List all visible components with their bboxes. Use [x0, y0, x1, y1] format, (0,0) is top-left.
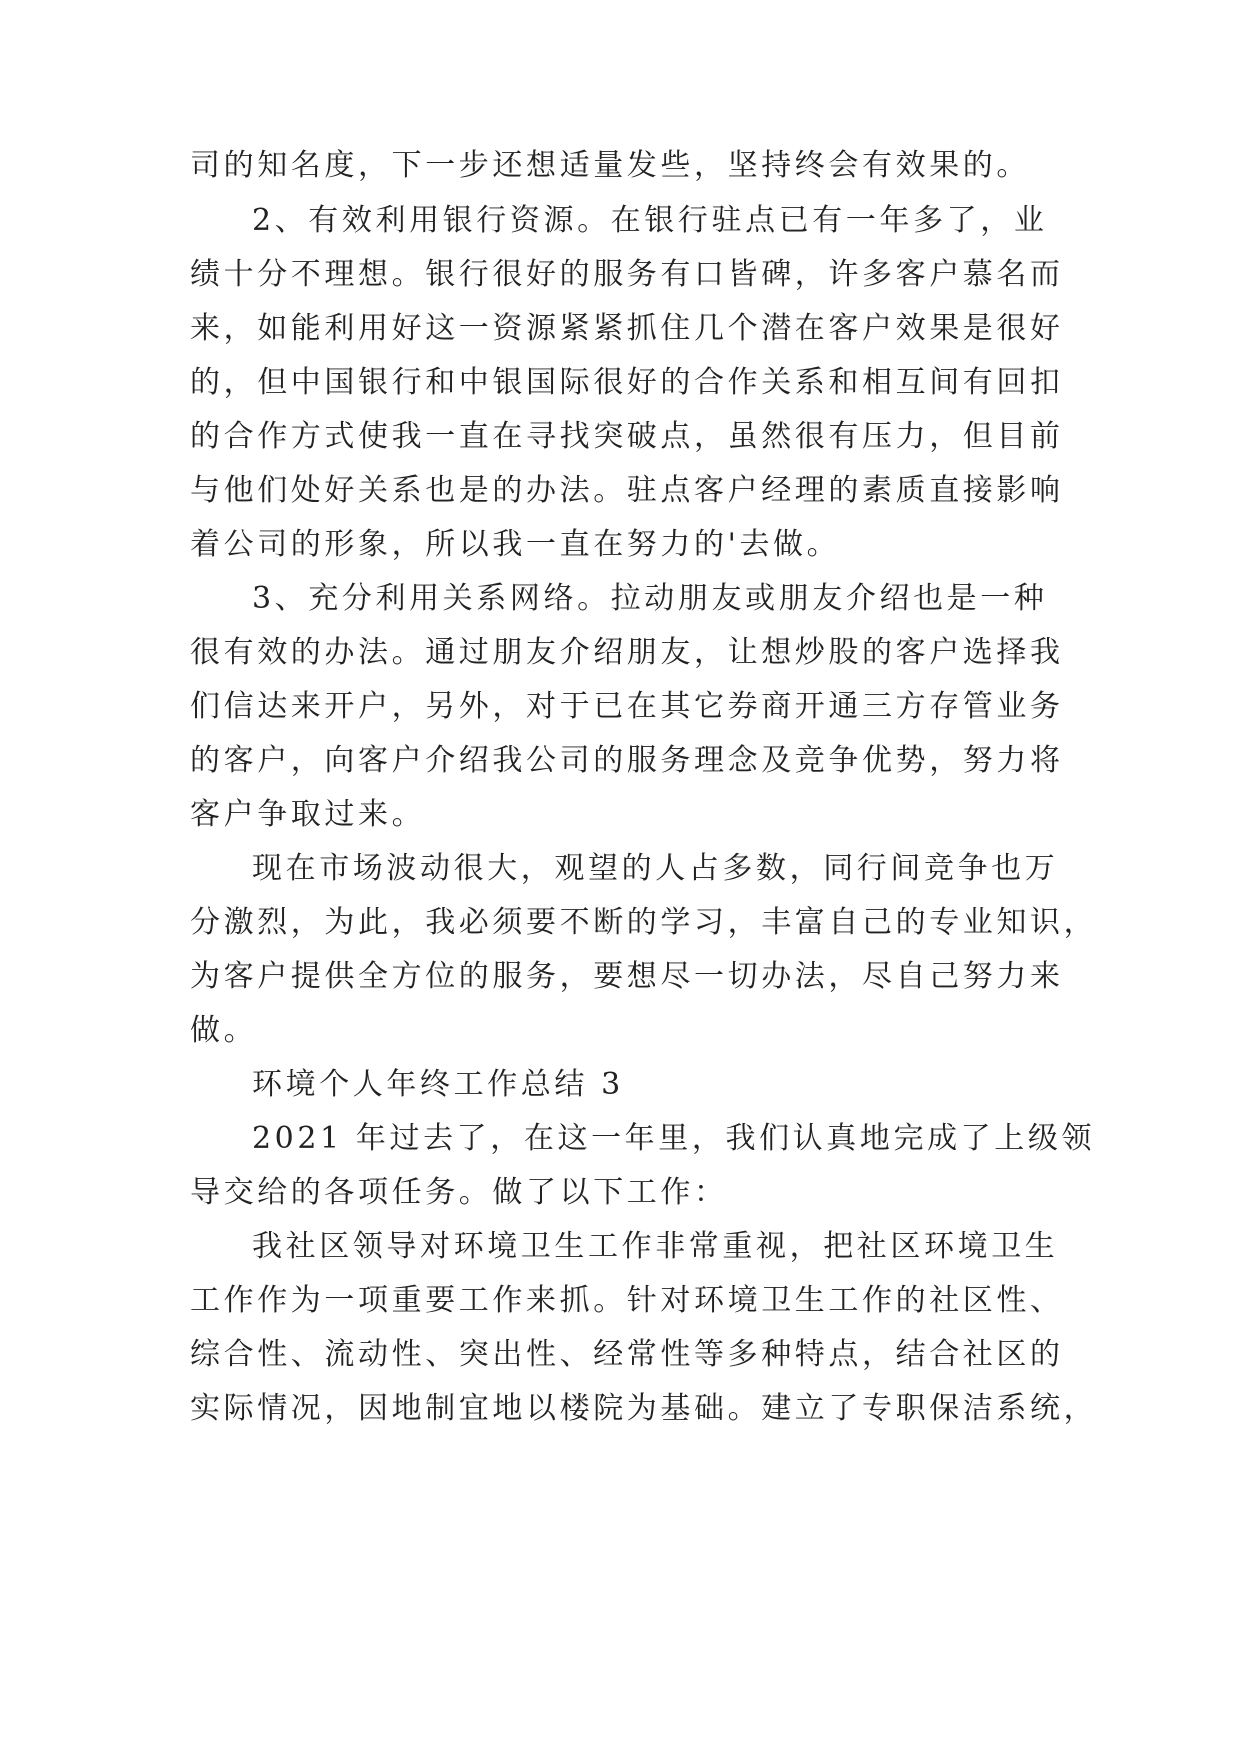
paragraph-line: 的合作方式使我一直在寻找突破点，虽然很有压力，但目前 — [190, 419, 1064, 454]
paragraph-line: 为客户提供全方位的服务，要想尽一切办法，尽自己努力来 — [190, 959, 1064, 994]
paragraph-line: 与他们处好关系也是的办法。驻点客户经理的素质直接影响 — [190, 473, 1064, 508]
paragraph-line: 现在市场波动很大，观望的人占多数，同行间竞争也万 — [252, 851, 1059, 886]
paragraph-line: 综合性、流动性、突出性、经常性等多种特点，结合社区的 — [190, 1337, 1064, 1372]
paragraph-line: 做。 — [190, 1013, 258, 1048]
paragraph-line: 实际情况，因地制宜地以楼院为基础。建立了专职保洁系统， — [190, 1391, 1098, 1426]
paragraph-line: 绩十分不理想。银行很好的服务有口皆碑，许多客户慕名而 — [190, 257, 1064, 292]
paragraph-line: 3、充分利用关系网络。拉动朋友或朋友介绍也是一种 — [252, 581, 1048, 616]
paragraph-line: 来，如能利用好这一资源紧紧抓住几个潜在客户效果是很好 — [190, 311, 1064, 346]
paragraph-line: 的客户，向客户介绍我公司的服务理念及竞争优势，努力将 — [190, 743, 1064, 778]
paragraph-line: 2021 年过去了，在这一年里，我们认真地完成了上级领 — [252, 1121, 1096, 1156]
paragraph-line: 司的知名度，下一步还想适量发些，坚持终会有效果的。 — [190, 148, 1030, 183]
paragraph-line: 客户争取过来。 — [190, 797, 426, 832]
paragraph-line: 的，但中国银行和中银国际很好的合作关系和相互间有回扣 — [190, 365, 1064, 400]
paragraph-line: 分激烈，为此，我必须要不断的学习，丰富自己的专业知识， — [190, 905, 1098, 940]
paragraph-line: 们信达来开户，另外，对于已在其它券商开通三方存管业务 — [190, 689, 1064, 724]
paragraph-line: 2、有效利用银行资源。在银行驻点已有一年多了，业 — [252, 203, 1048, 238]
paragraph-line: 很有效的办法。通过朋友介绍朋友，让想炒股的客户选择我 — [190, 635, 1064, 670]
paragraph-line: 着公司的形象，所以我一直在努力的'去做。 — [190, 527, 841, 562]
section-heading: 环境个人年终工作总结 3 — [252, 1067, 624, 1102]
paragraph-line: 工作作为一项重要工作来抓。针对环境卫生工作的社区性、 — [190, 1283, 1064, 1318]
paragraph-line: 我社区领导对环境卫生工作非常重视，把社区环境卫生 — [252, 1229, 1059, 1264]
paragraph-line: 导交给的各项任务。做了以下工作： — [190, 1175, 728, 1210]
